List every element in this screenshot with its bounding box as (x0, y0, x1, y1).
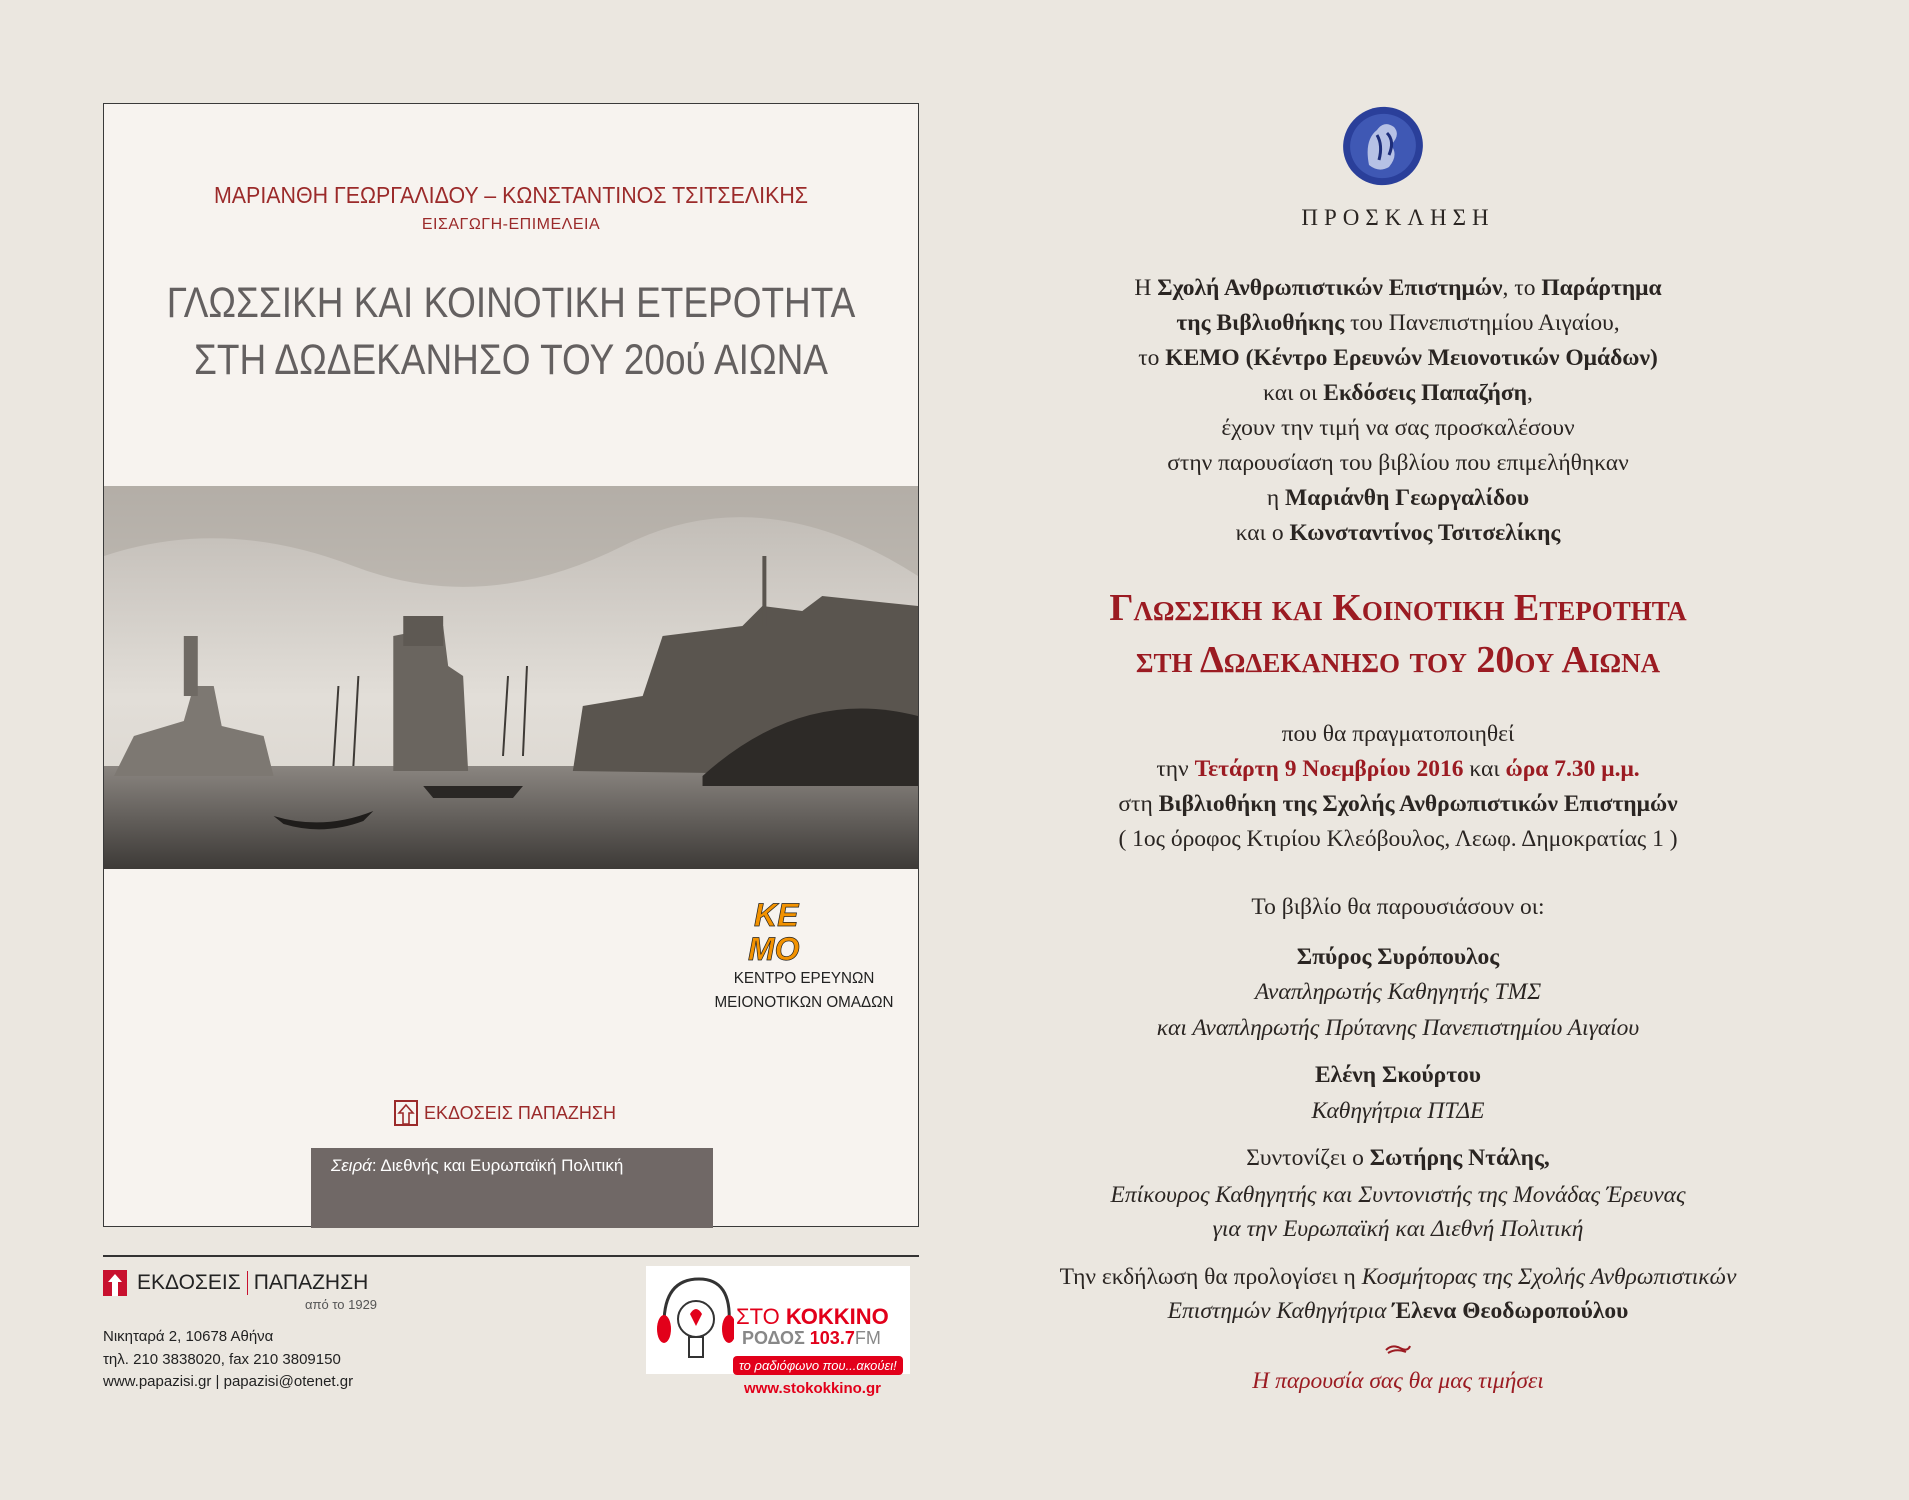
speaker-text: Ελένη Σκούρτου (1314, 1062, 1481, 1088)
intro-line (1000, 485, 1796, 512)
intro-line (1000, 275, 1796, 302)
book-cover (103, 103, 919, 1227)
intro-text: έχουν την τιμή να σας προσκαλέσουν (1221, 415, 1575, 441)
event-text: ( 1ος όροφος Κτιρίου Κλεόβουλος, Λεωφ. Δημοκρατίας 1 ) (1118, 826, 1678, 852)
intro-text: Σχολή Ανθρωπιστικών Επιστημών (1157, 275, 1503, 301)
speaker-line (1000, 944, 1796, 971)
kemo-name-line-2: ΜΕΙΟΝΟΤΙΚΩΝ ΟΜΑΔΩΝ (714, 994, 894, 1011)
intro-text: της Βιβλιοθήκης (1176, 310, 1345, 336)
series-box (311, 1148, 713, 1228)
event-text: την (1156, 756, 1195, 782)
intro-line (1000, 380, 1796, 407)
intro-text: και ο (1235, 520, 1290, 546)
intro-text: Παράρτημα (1541, 275, 1662, 301)
cover-title-line-2: ΣΤΗ ΔΩΔΕΚΑΝΗΣΟ ΤΟΥ 20ού ΑΙΩΝΑ (194, 336, 828, 384)
intro-text: το (1138, 345, 1166, 371)
publisher-web-email[interactable]: www.papazisi.gr | papazisi@otenet.gr (103, 1373, 354, 1390)
speaker-line (1000, 1062, 1796, 1089)
lightbulb-headphones-icon (654, 1274, 734, 1369)
book-title-line-2: στη Δωδεκανησο του 20ου Αιωνα (1135, 639, 1661, 681)
speaker-text: και Αναπληρωτής Πρύτανης Πανεπιστημίου Αιγαίου (1156, 1015, 1640, 1041)
event-line (1000, 756, 1796, 783)
intro-line (1000, 310, 1796, 337)
publisher-arrow-icon (103, 1270, 127, 1296)
speaker-text: Επιστημών Καθηγήτρια (1167, 1298, 1393, 1324)
intro-text: , (1527, 380, 1533, 406)
speaker-line (1000, 1015, 1796, 1042)
cover-title-line-1: ΓΛΩΣΣΙΚΗ ΚΑΙ ΚΟΙΝΟΤΙΚΗ ΕΤΕΡΟΤΗΤΑ (166, 279, 856, 327)
kemo-logo (744, 896, 834, 966)
publisher-phone: τηλ. 210 3838020, fax 210 3809150 (103, 1351, 341, 1368)
radio-tagline: το ραδιόφωνο που...ακούει! (733, 1356, 903, 1375)
intro-text: ΚΕΜΟ (Κέντρο Ερευνών Μειονοτικών Ομάδων) (1165, 345, 1658, 371)
radio-fm: FM (854, 1328, 881, 1348)
cover-editorial-role: ΕΙΣΑΓΩΓΗ-ΕΠΙΜΕΛΕΙΑ (421, 216, 601, 233)
radio-name-2: ΚΟΚΚΙΝΟ (785, 1304, 889, 1329)
speaker-line (1000, 979, 1796, 1006)
speaker-text: Συντονίζει ο (1246, 1145, 1370, 1171)
radio-city: ΡΟΔΟΣ (742, 1328, 810, 1348)
event-text: που θα πραγματοποιηθεί (1281, 721, 1515, 747)
speaker-text: Σπύρος Συρόπουλος (1296, 944, 1500, 970)
intro-text: και οι (1263, 380, 1324, 406)
speaker-text: Έλενα Θεοδωροπούλου (1392, 1298, 1629, 1324)
invitation-heading: ΠΡΟΣΚΛΗΣΗ (1301, 205, 1495, 230)
book-title-line-1: Γλωσσικη και Κοινοτικη Ετεροτητα (1109, 587, 1687, 629)
intro-text: Μαριάνθη Γεωργαλίδου (1285, 485, 1530, 511)
radio-name-1: ΣΤΟ (736, 1304, 786, 1329)
footer-publisher-part2: ΠΑΠΑΖΗΣΗ (247, 1271, 369, 1295)
event-text: Τετάρτη 9 Νοεμβρίου 2016 (1194, 756, 1464, 782)
series-label: Σειρά (331, 1156, 372, 1175)
intro-text: του Πανεπιστημίου Αιγαίου, (1344, 310, 1620, 336)
speaker-text: Αναπληρωτής Καθηγητής ΤΜΣ (1254, 979, 1542, 1005)
intro-text: , το (1502, 275, 1542, 301)
speaker-line (1000, 1182, 1796, 1209)
publisher-address: Νικηταρά 2, 10678 Αθήνα (103, 1328, 274, 1345)
speaker-line (1000, 1098, 1796, 1125)
event-line (1000, 721, 1796, 748)
intro-text: στην παρουσίαση του βιβλίου που επιμελήθηκαν (1167, 450, 1629, 476)
speaker-line (1000, 1216, 1796, 1243)
cover-publisher (394, 1100, 616, 1126)
publisher-since: από το 1929 (305, 1297, 378, 1312)
series-value: : Διεθνής και Ευρωπαϊκή Πολιτική (371, 1156, 624, 1175)
intro-line (1000, 345, 1796, 372)
speaker-text: για την Ευρωπαϊκή και Διεθνή Πολιτική (1212, 1216, 1584, 1242)
harbor-engraving-image (104, 486, 918, 869)
intro-line (1000, 415, 1796, 442)
event-text: Βιβλιοθήκη της Σχολής Ανθρωπιστικών Επιστημών (1158, 791, 1678, 817)
speaker-text: Επίκουρος Καθηγητής και Συντονιστής της Μονάδας Έρευνας (1110, 1182, 1686, 1208)
speaker-line (1000, 1264, 1796, 1291)
event-line (1000, 826, 1796, 853)
cover-authors: ΜΑΡΙΑΝΘΗ ΓΕΩΡΓΑΛΙΔΟΥ – ΚΩΝΣΤΑΝΤΙΝΟΣ ΤΣΙΤΣΕΛΙΚΗΣ (213, 182, 809, 208)
intro-text: Η (1134, 275, 1158, 301)
event-text: ώρα 7.30 μ.μ. (1505, 756, 1640, 782)
speaker-line (1000, 1298, 1796, 1325)
closing-line: Η παρουσία σας θα μας τιμήσει (1252, 1368, 1544, 1394)
svg-text:ΜΟ: ΜΟ (748, 931, 800, 966)
intro-text: η (1266, 485, 1286, 511)
radio-url[interactable]: www.stokokkino.gr (744, 1380, 881, 1397)
event-text: στη (1118, 791, 1159, 817)
intro-text: Εκδόσεις Παπαζήση (1323, 380, 1527, 406)
speaker-text: Την εκδήλωση θα προλογίσει η (1059, 1264, 1362, 1290)
intro-text: Κωνσταντίνος Τσιτσελίκης (1289, 520, 1561, 546)
radio-frequency: 103.7 (809, 1328, 855, 1348)
speaker-text: Κοσμήτορας της Σχολής Ανθρωπιστικών (1361, 1264, 1737, 1290)
university-seal-logo (1339, 105, 1427, 187)
footer-publisher-logo (103, 1270, 368, 1296)
intro-line (1000, 450, 1796, 477)
ornament-flourish-icon (1384, 1342, 1412, 1356)
publisher-arrow-icon (394, 1100, 418, 1126)
footer-divider (103, 1255, 919, 1257)
speaker-text: Καθηγήτρια ΠΤΔΕ (1311, 1098, 1485, 1124)
speaker-text: Σωτήρης Ντάλης, (1369, 1145, 1550, 1171)
intro-line (1000, 520, 1796, 547)
cover-publisher-name: ΕΚΔΟΣΕΙΣ ΠΑΠΑΖΗΣΗ (424, 1102, 617, 1123)
kemo-name-line-1: ΚΕΝΤΡΟ ΕΡΕΥΝΩΝ (733, 970, 875, 987)
speaker-line (1000, 1145, 1796, 1172)
svg-text:ΚΕ: ΚΕ (754, 897, 799, 933)
event-text: και (1463, 756, 1506, 782)
footer-publisher-part1: ΕΚΔΟΣΕΙΣ (137, 1271, 241, 1294)
speakers-intro: Το βιβλίο θα παρουσιάσουν οι: (1251, 894, 1545, 920)
event-line (1000, 791, 1796, 818)
